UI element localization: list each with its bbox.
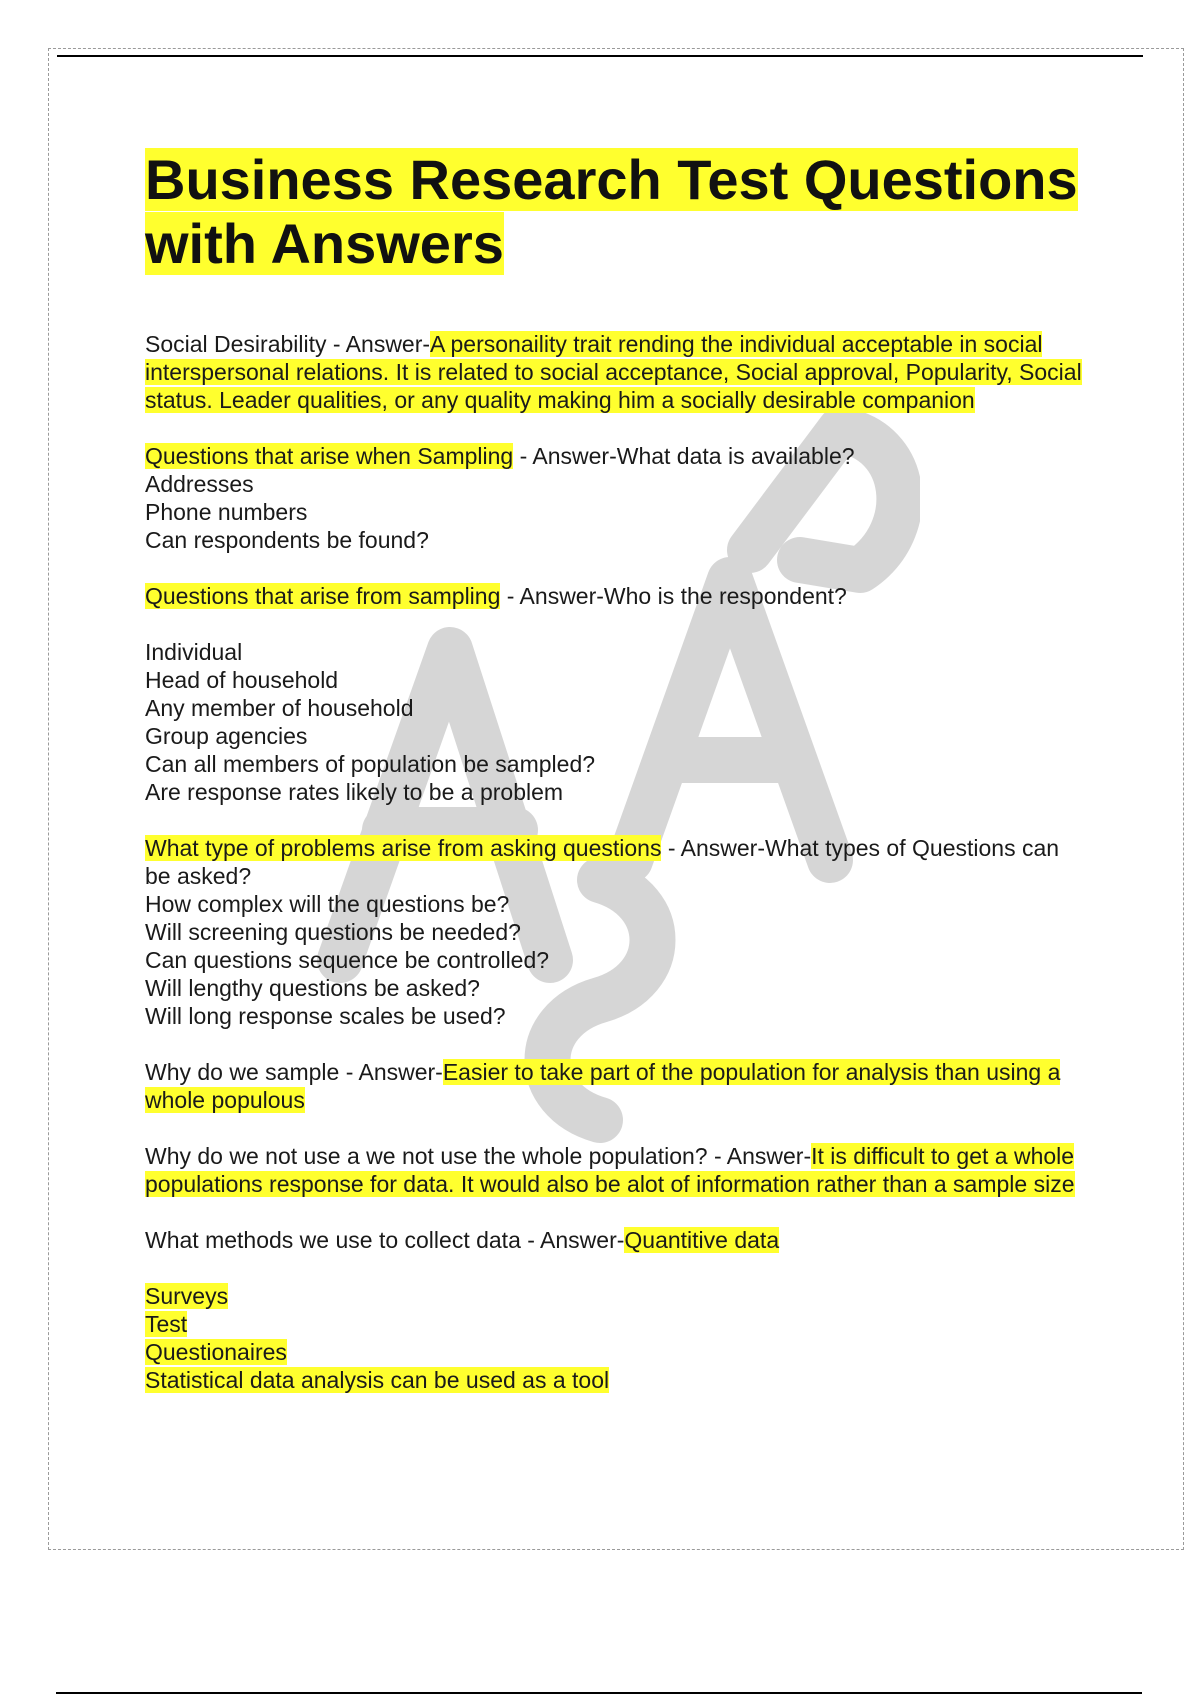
answer-list	[145, 638, 1085, 806]
answer-list	[145, 1282, 1085, 1394]
answer-line: How complex will the questions be?	[145, 891, 510, 917]
answer-line: Head of household	[145, 667, 339, 693]
answer-line: Surveys	[145, 1283, 229, 1309]
answer-text: It is difficult to get a whole populations response for data. It would also be alot of information rather than a sample size	[145, 1143, 1075, 1197]
qa-item-from-sampling: Questions that arise from sampling - Answer-Who is the respondent?	[145, 583, 847, 609]
answer-line: Any member of household	[145, 695, 414, 721]
answer-line: Addresses	[145, 471, 254, 497]
answer-line: Are response rates likely to be a problem	[145, 779, 564, 805]
answer-text: Quantitive data	[624, 1227, 780, 1253]
document-content	[145, 148, 1085, 1394]
answer-line: Can all members of population be sampled?	[145, 751, 596, 777]
answer-text: What types of Questions can be asked?	[145, 835, 1060, 889]
answer-text: Easier to take part of the population for analysis than using a whole populous	[145, 1059, 1061, 1113]
answer-line: Questionaires	[145, 1339, 287, 1365]
answer-line: Individual	[145, 639, 243, 665]
qa-item-why-not-whole-population: Why do we not use a we not use the whole population? - Answer-It is difficult to get a whole populations response for data. It would also be alot of information rather than a sample size	[145, 1143, 1075, 1197]
question-text: Questions that arise when Sampling	[145, 443, 514, 469]
answer-text: Who is the respondent?	[603, 583, 847, 609]
question-text: What type of problems arise from asking questions	[145, 835, 662, 861]
answer-line: Statistical data analysis can be used as a tool	[145, 1367, 610, 1393]
qa-item-social-desirability: Social Desirability - Answer-A personaility trait rending the individual acceptable in social interspersonal relations. It is related to social acceptance, Social approval, Popularity, Social status. Leader qualities, or any quality making him a socially desirable companion	[145, 331, 1082, 413]
answer-text: What data is available?	[616, 443, 855, 469]
answer-text: A personaility trait rending the individual acceptable in social interspersonal relations. It is related to social acceptance, Social approval, Popularity, Social status. Leader qualities, or any quality making him a socially desirable companion	[145, 331, 1082, 413]
question-text: Social Desirability	[145, 331, 327, 357]
question-text: What methods we use to collect data	[145, 1227, 521, 1253]
answer-line: Can respondents be found?	[145, 527, 429, 553]
qa-item-collect-data-methods: What methods we use to collect data - Answer-Quantitive data	[145, 1227, 780, 1253]
answer-line: Group agencies	[145, 723, 308, 749]
answer-line: Phone numbers	[145, 499, 308, 525]
answer-line: Will long response scales be used?	[145, 1003, 506, 1029]
document-title: Business Research Test Questions with Answers	[145, 148, 1078, 275]
answer-line: Will lengthy questions be asked?	[145, 975, 480, 1001]
answer-line: Can questions sequence be controlled?	[145, 947, 550, 973]
answer-line: Will screening questions be needed?	[145, 919, 521, 945]
top-rule	[57, 55, 1143, 57]
question-text: Why do we not use a we not use the whole population?	[145, 1143, 708, 1169]
qa-item-sampling-questions: Questions that arise when Sampling - Answer-What data is available? Addresses Phone numbers Can respondents be found?	[145, 442, 1085, 554]
answer-line: Test	[145, 1311, 188, 1337]
bottom-rule	[56, 1692, 1142, 1694]
question-text: Questions that arise from sampling	[145, 583, 501, 609]
question-text: Why do we sample	[145, 1059, 340, 1085]
qa-item-asking-questions: What type of problems arise from asking questions - Answer-What types of Questions can be asked? How complex will the questions be? Will screening questions be needed? Can questions sequence be controlled? Will lengthy questions be asked? Will long response scales be used?	[145, 834, 1085, 1030]
qa-item-why-sample: Why do we sample - Answer-Easier to take part of the population for analysis than using a whole populous	[145, 1059, 1061, 1113]
